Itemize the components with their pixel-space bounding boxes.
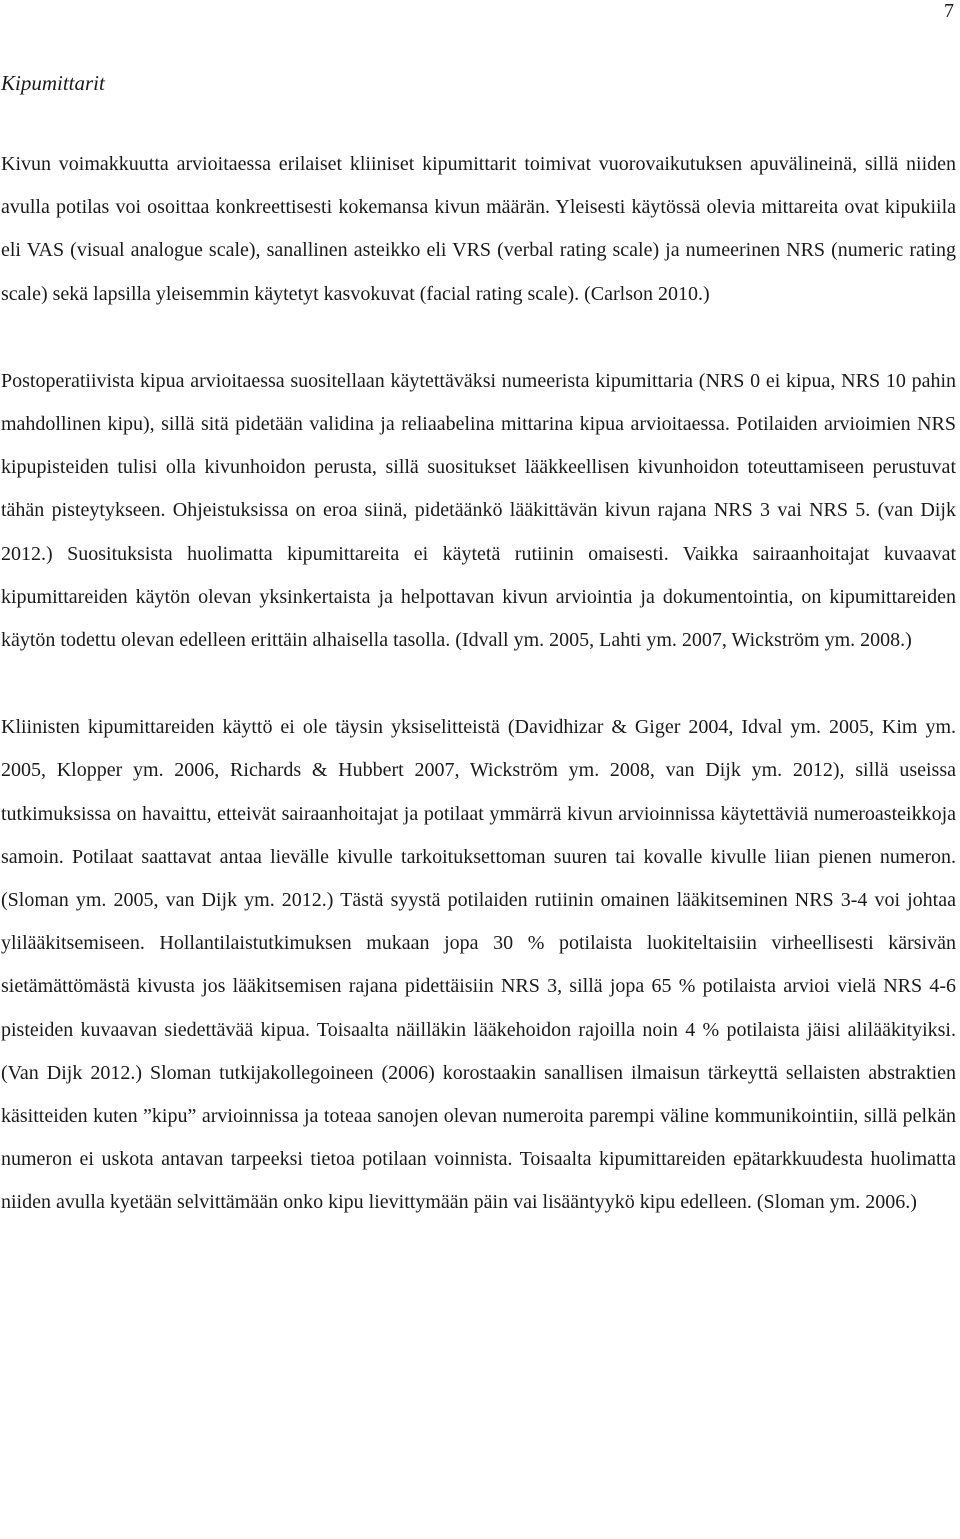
paragraph-scale-interpretation: Kliinisten kipumittareiden käyttö ei ole täysin yksiselitteistä (Davidhizar & Giger 2004, Idval ym. 2005, Kim ym. 2005, Klopper ym. 2006, Richards & Hubbert 2007, Wickström ym. 2008, van Dijk ym. 2012), sillä useissa tutkimuksissa on havaittu, etteivät sairaanhoitajat ja potilaat ymmärrä kivun arvioinnissa käytettäviä numeroasteikkoja samoin. Potilaat saattavat antaa lievälle kivulle tarkoituksettoman suuren tai kovalle kivulle liian pienen numeron. (Sloman ym. 2005, van Dijk ym. 2012.) Tästä syystä potilaiden rutiinin omainen lääkitseminen NRS 3-4 voi johtaa ylilääkitsemiseen. Hollantilaistutkimuksen mukaan jopa 30 % potilaista luokiteltaisiin virheellisesti kärsivän sietämättömästä kivusta jos lääkitsemisen rajana pidettäisiin NRS 3, sillä jopa 65 % potilaista arvioi vielä NRS 4-6 pisteiden kuvaavan siedettävää kipua. Toisaalta näilläkin lääkehoidon rajoilla noin 4 % potilaista jäisi alilääkityiksi. (Van Dijk 2012.) Sloman tutkijakollegoineen (2006) korostaakin sanallisen ilmaisun tärkeyttä sellaisten abstraktien käsitteiden kuten ”kipu” arvioinnissa ja toteaa sanojen olevan numeroita parempi väline kommunikointiin, sillä pelkän numeron ei uskota antavan tarpeeksi tietoa potilaan voinnista. Toisaalta kipumittareiden epätarkkuudesta huolimatta niiden avulla kyetään selvittämään onko kipu lievittymään päin vai lisääntyykö kipu edelleen. (Sloman ym. 2006.) xyxy=(1,716,956,1214)
paragraph-pain-scales-intro: Kivun voimakkuutta arvioitaessa erilaiset kliiniset kipumittarit toimivat vuorovaikutuksen apuvälineinä, sillä niiden avulla potilas voi osoittaa konkreettisesti kokemansa kivun määrän. Yleisesti käytössä olevia mittareita ovat kipukiila eli VAS (visual analogue scale), sanallinen asteikko eli VRS (verbal rating scale) ja numeerinen NRS (numeric rating scale) sekä lapsilla yleisemmin käytetyt kasvokuvat (facial rating scale). (Carlson 2010.) xyxy=(1,153,956,305)
page-number: 7 xyxy=(944,0,954,22)
paragraph-postoperative-pain: Postoperatiivista kipua arvioitaessa suositellaan käytettäväksi numeerista kipumittaria (NRS 0 ei kipua, NRS 10 pahin mahdollinen kipu), sillä sitä pidetään validina ja reliaabelina mittarina kipua arvioitaessa. Potilaiden arvioimien NRS kipupisteiden tulisi olla kivunhoidon perusta, sillä suositukset lääkkeellisen kivunhoidon toteuttamiseen perustuvat tähän pisteytykseen. Ohjeistuksissa on eroa siinä, pidetäänkö lääkittävän kivun rajana NRS 3 vai NRS 5. (van Dijk 2012.) Suosituksista huolimatta kipumittareita ei käytetä rutiinin omaisesti. Vaikka sairaanhoitajat kuvaavat kipumittareiden käytön olevan yksinkertaista ja helpottavan kivun arviointia ja dokumentointia, on kipumittareiden käytön todettu olevan edelleen erittäin alhaisella tasolla. (Idvall ym. 2005, Lahti ym. 2007, Wickström ym. 2008.) xyxy=(1,369,956,652)
document-body xyxy=(1,68,956,1225)
section-heading: Kipumittarit xyxy=(1,71,105,95)
